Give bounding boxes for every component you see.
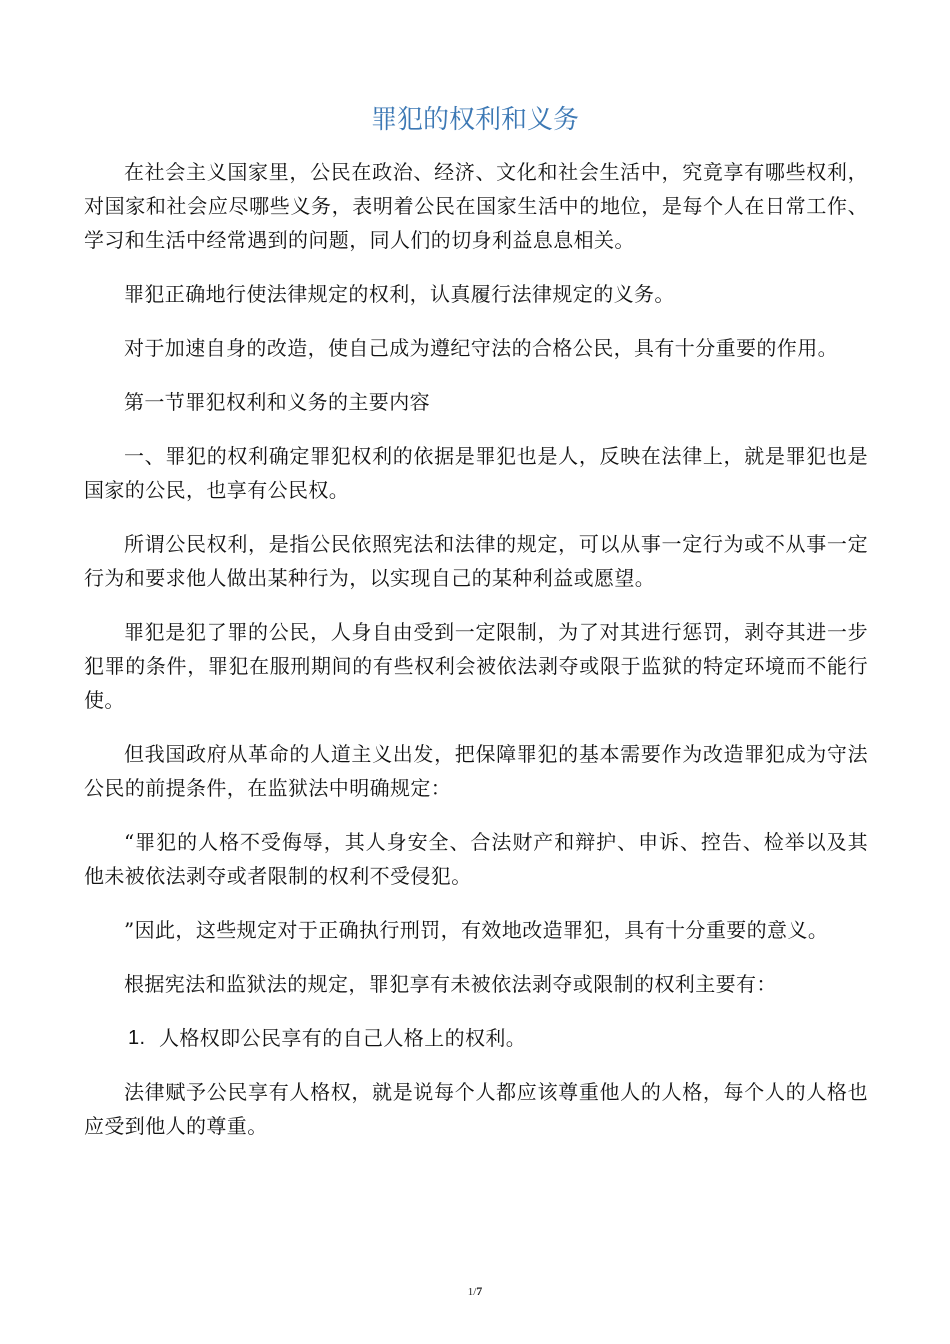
- list-item: [84, 1021, 868, 1055]
- page-number-total: 7: [476, 1284, 483, 1298]
- page-number-current: 1/: [467, 1286, 477, 1298]
- paragraph-7: 罪犯是犯了罪的公民，人身自由受到一定限制，为了对其进行惩罚，剥夺其进一步犯罪的条件，罪犯在服刑期间的有些权利会被依法剥夺或限于监狱的特定环境而不能行使。: [84, 620, 868, 712]
- paragraph-8: 但我国政府从革命的人道主义出发，把保障罪犯的基本需要作为改造罪犯成为守法公民的前提条件，在监狱法中明确规定：: [84, 742, 868, 800]
- paragraph-11: 根据宪法和监狱法的规定，罪犯享有未被依法剥夺或限制的权利主要有：: [124, 972, 777, 996]
- paragraph-10: ”因此，这些规定对于正确执行刑罚，有效地改造罪犯，具有十分重要的意义。: [124, 918, 829, 942]
- list-item-number: 1.: [128, 1027, 146, 1049]
- final-paragraph: 法律赋予公民享有人格权，就是说每个人都应该尊重他人的人格，每个人的人格也应受到他人的尊重。: [84, 1080, 868, 1138]
- paragraph-2: 罪犯正确地行使法律规定的权利，认真履行法律规定的义务。: [124, 282, 675, 306]
- paragraph-9: “罪犯的人格不受侮辱，其人身安全、合法财产和辩护、申诉、控告、检举以及其他未被依法剥夺或者限制的权利不受侵犯。: [84, 830, 868, 888]
- paragraph-3: 对于加速自身的改造，使自己成为遵纪守法的合格公民，具有十分重要的作用。: [124, 336, 838, 360]
- paragraph-6: 所谓公民权利，是指公民依照宪法和法律的规定，可以从事一定行为或不从事一定行为和要求他人做出某种行为，以实现自己的某种利益或愿望。: [84, 532, 868, 590]
- document-body: [84, 155, 868, 1163]
- document-title: 罪犯的权利和义务: [370, 105, 579, 135]
- page-number: [0, 1284, 950, 1299]
- paragraph-5: 一、罪犯的权利确定罪犯权利的依据是罪犯也是人，反映在法律上，就是罪犯也是国家的公民，也享有公民权。: [84, 444, 868, 502]
- section-heading: 第一节罪犯权利和义务的主要内容: [124, 390, 430, 414]
- paragraph-1: 在社会主义国家里，公民在政治、经济、文化和社会生活中，究竟享有哪些权利，对国家和社会应尽哪些义务，表明着公民在国家生活中的地位，是每个人在日常工作、学习和生活中经常遇到的问题，同人们的切身利益息息相关。: [84, 160, 868, 252]
- list-item-text: 人格权即公民享有的自己人格上的权利。: [159, 1026, 527, 1050]
